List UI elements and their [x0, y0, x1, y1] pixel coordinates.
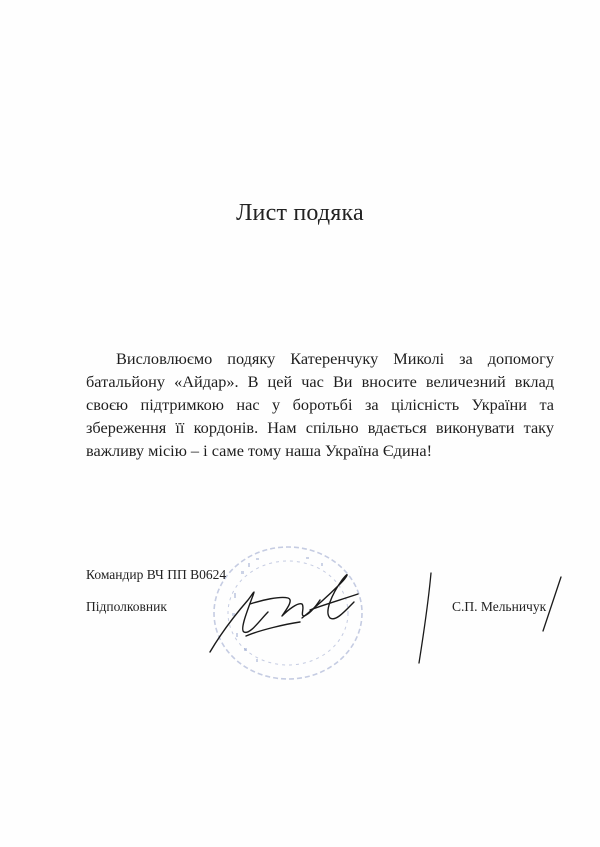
- handwritten-signature: [190, 540, 390, 670]
- document-title: Лист подяка: [236, 200, 364, 226]
- signatory-position: Командир ВЧ ПП В0624: [86, 567, 227, 582]
- signatory-rank: Підполковник: [86, 599, 167, 614]
- letter-body: Висловлюємо подяку Катеренчуку Миколі за допомогу батальйону «Айдар». В цей час Ви вносите величезний вклад своєю підтримкою нас у боротьбі за цілісність України та збереження її кордонів. Нам спільно вдається виконувати таку важливу місію – і саме тому наша Україна Єдина!: [86, 349, 554, 460]
- signatory-name: С.П. Мельничук: [452, 599, 547, 614]
- pen-mark: [415, 565, 575, 675]
- official-stamp: [196, 533, 376, 693]
